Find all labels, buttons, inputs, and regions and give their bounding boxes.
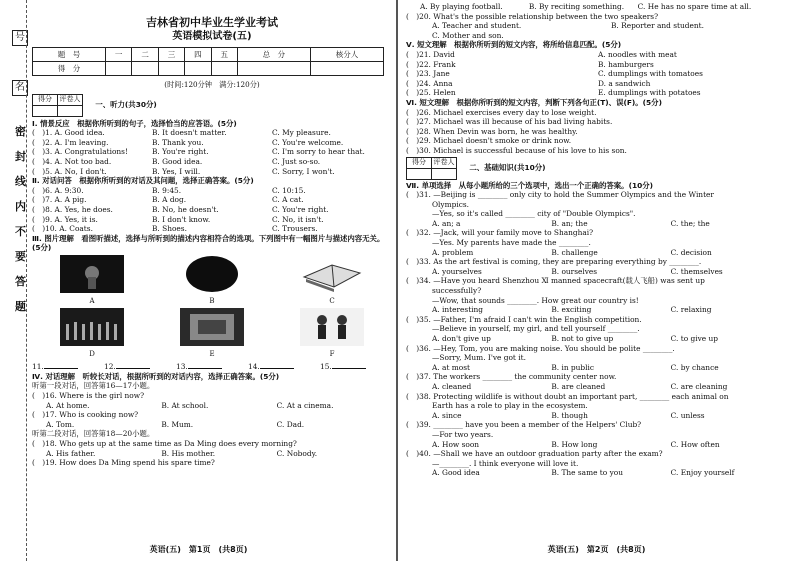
grader-cell[interactable] (33, 105, 58, 116)
question-38: ( )38. Protecting wildlife is without doubt an important part, ________ each animal on (406, 391, 729, 401)
picture-f-image (300, 308, 364, 346)
grader-cell[interactable] (407, 168, 432, 179)
question-20-options[interactable]: A. Teacher and student. B. Reporter and student. (432, 21, 704, 31)
question-row[interactable]: ( )4. A. Not too bad. B. Good idea. C. Just so-so. (32, 156, 321, 166)
question-16-options[interactable]: A. At home. B. At school. C. At a cinema. (46, 400, 334, 410)
question-31-reply: —Yes, so it's called ________ city of "Double Olympics". (432, 209, 636, 219)
right-content (406, 0, 790, 478)
score-cell[interactable] (158, 62, 184, 76)
binding-char: 答 (15, 275, 26, 288)
picture-d-image (60, 308, 124, 346)
score-cell[interactable] (105, 62, 131, 76)
dialog-1-note: 听第一段对话，回答第16—17小题。 (32, 381, 155, 391)
exam-subtitle: 英语模拟试卷(五) (172, 31, 252, 42)
binding-char: 要 (15, 250, 26, 263)
question-36-options[interactable]: A. at most B. in public C. by chance (432, 362, 719, 372)
match-row[interactable]: ( )21. David A. noodles with meat (406, 49, 677, 59)
section-6-head: Ⅵ. 短文理解 根据你所听到的短文内容，判断下列各句正(T)、误(F)。(5分) (406, 97, 662, 107)
score-header: 三 (158, 48, 184, 62)
question-31-options[interactable]: A. an; a B. an; the C. the; the (432, 218, 710, 228)
question-16: ( )16. Where is the girl now? (32, 391, 145, 401)
question-row[interactable]: ( )3. A. Congratulations! B. You're right. C. I'm sorry to hear that. (32, 147, 365, 157)
score-cell[interactable] (185, 62, 211, 76)
grader-label: 评卷人 (432, 157, 457, 168)
tf-item[interactable]: ( )28. When Devin was born, he was healthy. (406, 126, 578, 136)
right-page (398, 0, 794, 561)
question-row[interactable]: ( )8. A. Yes, he does. B. No, he doesn't. C. You're right. (32, 204, 329, 214)
tf-item[interactable]: ( )29. Michael doesn't smoke or drink now. (406, 136, 572, 146)
section-3-head: Ⅲ. 图片理解 看图听描述，选择与所听到的描述内容相符合的选项。下列图中有一幅图片与描述内容无关。(5分) (32, 233, 385, 253)
binding-char: 封 (15, 150, 26, 163)
score-header: 五 (211, 48, 237, 62)
score-header: 总 分 (237, 48, 310, 62)
question-31-cont: Olympics. (432, 199, 469, 209)
binding-margin (0, 0, 30, 561)
question-20: ( )20. What's the possible relationship between the two speakers? (406, 11, 659, 21)
exam-title: 吉林省初中毕业生学业考试 (146, 16, 278, 29)
question-19-options[interactable]: A. By playing football. B. By reciting something. C. He has no spare time at all. (420, 2, 752, 11)
question-row[interactable]: ( )2. A. I'm leaving. B. Thank you. C. You're welcome. (32, 137, 344, 147)
question-34-reply: —Wow, that sounds ________. How great our country is! (432, 295, 639, 305)
score-value-row (33, 62, 384, 76)
binding-char: 不 (15, 225, 26, 238)
question-32: ( )32. —Jack, will your family move to Shanghai? (406, 228, 594, 238)
match-row[interactable]: ( )24. Anna D. a sandwich (406, 78, 651, 88)
question-33-options[interactable]: A. yourselves B. ourselves C. themselves (432, 266, 723, 276)
question-33: ( )33. As the art festival is coming, they are preparing everything by ________. (406, 257, 702, 267)
grader-label: 得分 (33, 94, 58, 105)
basic-title: 二、基础知识(共10分) (469, 162, 546, 172)
picture-answer-row[interactable]: 11. 12. 13. 14. 15. (32, 361, 392, 372)
left-content (32, 0, 392, 468)
page-2-footer: 英语(五) 第2页 (共8页) (547, 545, 646, 554)
picture-a-image (60, 255, 124, 293)
section-1-head: Ⅰ. 情景反应 根据你所听到的句子，选择恰当的应答语。(5分) (32, 118, 237, 128)
question-39-reply: —For two years. (432, 429, 494, 439)
grader-box (406, 157, 457, 180)
question-18-options[interactable]: A. His father. B. His mother. C. Nobody. (46, 448, 318, 458)
tf-item[interactable]: ( )30. Michael is successful because of his love to his son. (406, 145, 627, 155)
time-line: (时间:120分钟 满分:120分) (164, 80, 260, 89)
question-row[interactable]: ( )5. A. No, I don't. B. Yes, I will. C. Sorry, I won't. (32, 166, 335, 176)
question-row[interactable]: ( )7. A. A pig. B. A dog. C. A cat. (32, 195, 304, 205)
question-17: ( )17. Who is cooking now? (32, 410, 139, 420)
score-table (32, 47, 384, 76)
question-39-options[interactable]: A. How soon B. How long C. How often (432, 439, 720, 449)
page-1-footer: 英语(五) 第1页 (共8页) (149, 545, 248, 554)
question-34-cont: successfully? (432, 286, 482, 296)
question-37-options[interactable]: A. cleaned B. are cleaned C. are cleaning (432, 381, 728, 391)
question-40: ( )40. —Shall we have an outdoor graduation party after the exam? (406, 449, 663, 459)
question-32-reply: —Yes. My parents have made the ________. (432, 238, 591, 248)
binding-char: 题 (15, 300, 26, 313)
score-header: 四 (185, 48, 211, 62)
question-row[interactable]: ( )9. A. Yes, it is. B. I don't know. C. No, it isn't. (32, 214, 324, 224)
question-35-reply: —Believe in yourself, my girl, and tell yourself ________. (432, 324, 640, 334)
picture-c-image (300, 255, 364, 293)
binding-char: 线 (15, 175, 26, 188)
section-7-head: Ⅶ. 单项选择 从每小题所给的三个选项中，选出一个正确的答案。(10分) (406, 180, 653, 190)
question-20-option-c[interactable]: C. Mother and son. (432, 30, 504, 40)
picture-row-1 (32, 255, 392, 306)
grader-box (32, 94, 83, 117)
score-cell[interactable] (237, 62, 310, 76)
score-header: 二 (132, 48, 158, 62)
question-row[interactable]: ( )1. A. Good idea. B. It doesn't matter. C. My pleasure. (32, 128, 331, 138)
picture-e-image (180, 308, 244, 346)
picture-f: F (297, 308, 367, 359)
grader-cell[interactable] (432, 168, 457, 179)
match-row[interactable]: ( )23. Jane C. dumplings with tomatoes (406, 69, 703, 79)
question-38-options[interactable]: A. since B. though C. unless (432, 410, 705, 420)
match-row[interactable]: ( )25. Helen E. dumplings with potatoes (406, 88, 701, 98)
tf-item[interactable]: ( )26. Michael exercises every day to lose weight. (406, 107, 597, 117)
match-row[interactable]: ( )22. Frank B. hamburgers (406, 59, 654, 69)
score-header: 一 (105, 48, 131, 62)
score-cell[interactable] (310, 62, 383, 76)
section-2-head: Ⅱ. 对话问答 根据你所听到的对话及其问题，选择正确答案。(5分) (32, 176, 254, 186)
picture-a: A (57, 255, 127, 306)
question-34: ( )34. —Have you heard Shenzhou Ⅺ manned spacecraft(载人飞船) was sent up (406, 276, 705, 286)
score-cell[interactable] (132, 62, 158, 76)
basic-header (406, 157, 790, 180)
question-38-cont: Earth has a role to play in the ecosystem. (432, 401, 588, 411)
binding-char: 密 (15, 125, 26, 138)
question-17-options[interactable]: A. Tom. B. Mum. C. Dad. (46, 419, 305, 429)
score-row-label: 得 分 (33, 62, 106, 76)
picture-b-image (180, 255, 244, 293)
question-18: ( )18. Who gets up at the same time as Da Ming does every morning? (32, 439, 297, 449)
score-header-row (33, 48, 384, 62)
picture-b: B (177, 255, 247, 306)
picture-e: E (177, 308, 247, 359)
tf-item[interactable]: ( )27. Michael was ill because of his bad living habits. (406, 117, 613, 127)
question-34-options[interactable]: A. interesting B. exciting C. relaxing (432, 305, 712, 315)
question-19: ( )19. How does Da Ming spend his spare time? (32, 458, 215, 468)
picture-row-2 (32, 308, 392, 359)
picture-c: C (297, 255, 367, 306)
binding-cut-line (26, 0, 27, 561)
score-cell[interactable] (211, 62, 237, 76)
binding-char: 内 (15, 200, 26, 213)
question-40-reply: —________. I think everyone will love it. (432, 458, 579, 468)
question-35: ( )35. —Father, I'm afraid I can't win the English competition. (406, 314, 642, 324)
dialog-2-note: 听第二段对话，回答第18—20小题。 (32, 429, 155, 439)
question-row[interactable]: ( )6. A. 9:30. B. 9:45. C. 10:15. (32, 185, 306, 195)
section-5-head: Ⅴ. 短文理解 根据你所听到的短文内容，将所给信息匹配。(5分) (406, 40, 622, 50)
question-40-options[interactable]: A. Good idea B. The same to you C. Enjoy yourself (432, 468, 735, 478)
section-4-head: Ⅳ. 对话理解 听较长对话，根据所听到的对话内容，选择正确答案。(5分) (32, 371, 280, 381)
question-32-options[interactable]: A. problem B. challenge C. decision (432, 247, 712, 257)
listening-title: 一、听力(共30分) (95, 99, 157, 109)
binding-box-name: 名 (12, 80, 28, 96)
score-header: 题 号 (33, 48, 106, 62)
grader-label: 得分 (407, 157, 432, 168)
question-36-reply: —Sorry, Mum. I've got it. (432, 353, 526, 363)
question-36: ( )36. —Hey, Tom, you are making noise. You should be polite ________. (406, 343, 675, 353)
picture-d: D (57, 308, 127, 359)
grader-cell[interactable] (58, 105, 83, 116)
question-37: ( )37. The workers ________ the community center now. (406, 372, 617, 382)
question-row[interactable]: ( )10. A. Coats. B. Shoes. C. Trousers. (32, 224, 318, 234)
listening-header (32, 94, 392, 117)
question-39: ( )39. ________ have you been a member of the Helpers' Club? (406, 420, 642, 430)
question-31: ( )31. —Beijing is ________ only city to hold the Summer Olympics and the Winter (406, 190, 714, 200)
question-35-options[interactable]: A. don't give up B. not to give up C. to give up (432, 334, 718, 343)
binding-box-number: 号 (12, 30, 28, 46)
grader-label: 评卷人 (58, 94, 83, 105)
score-header: 核分人 (310, 48, 383, 62)
